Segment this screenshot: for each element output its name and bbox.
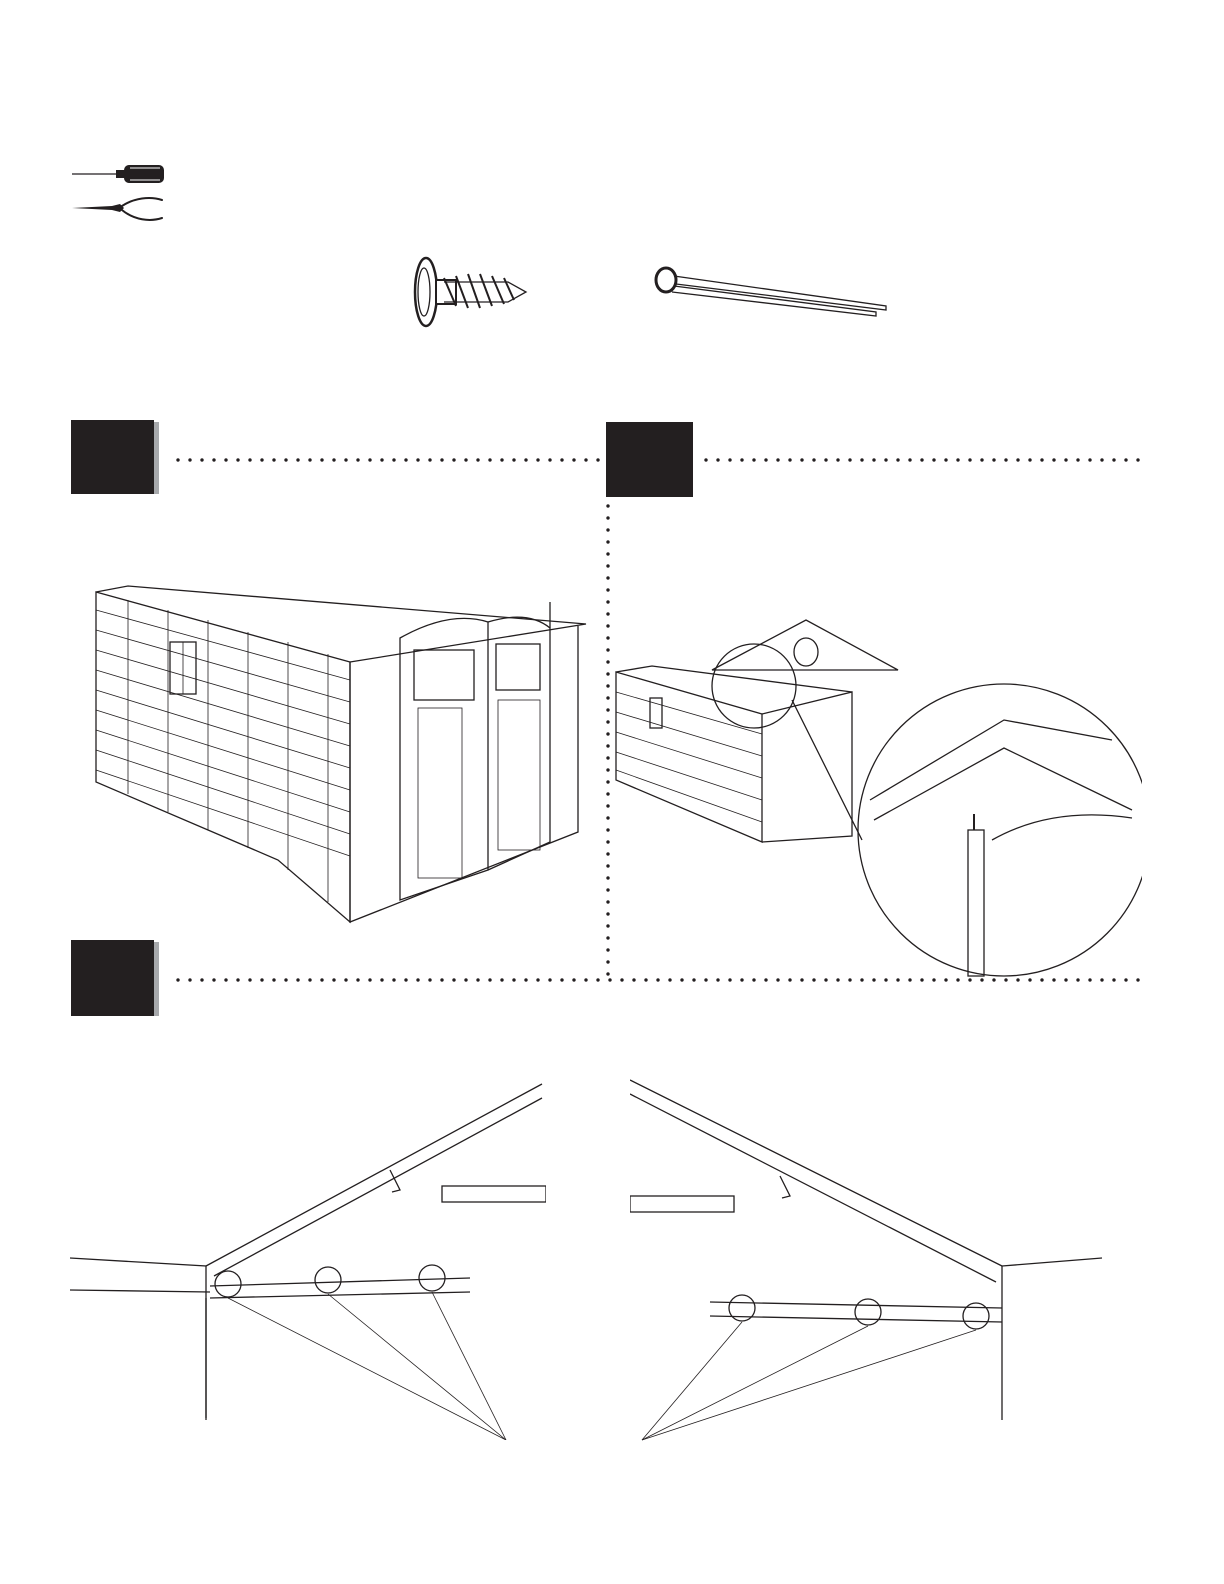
shed-walls-illustration [88,580,588,925]
screw-icon [404,252,534,332]
step-a-marker [71,420,154,494]
step-b-marker [606,422,693,497]
divider-top-right [700,458,1144,462]
gable-fasteners-right-illustration [630,1076,1106,1442]
divider-top-left [172,458,608,462]
gable-fasteners-left-illustration [70,1080,546,1440]
pliers-icon [68,194,168,226]
screwdriver-icon [68,160,168,188]
step-c-marker [71,940,154,1016]
divider-vertical [606,500,610,978]
gable-placement-illustration [612,610,1142,980]
cotter-pin-icon [648,262,898,322]
